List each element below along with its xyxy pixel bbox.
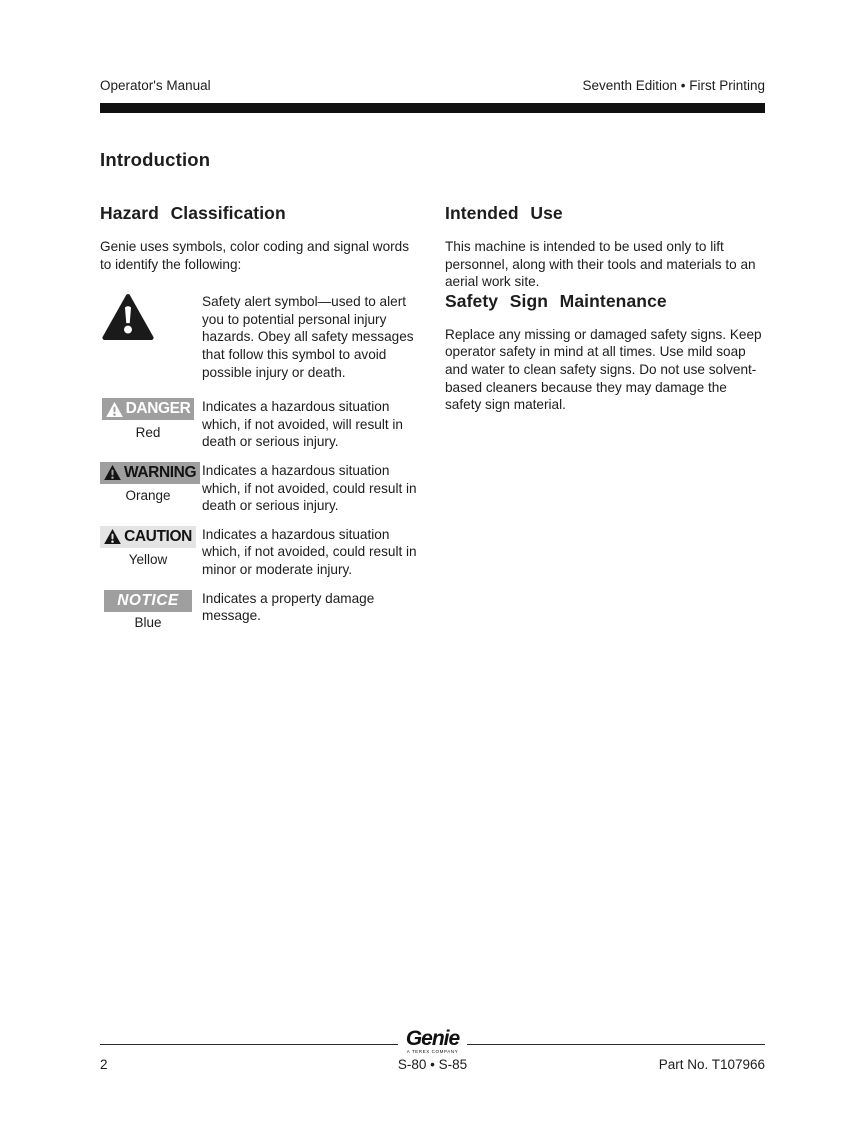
intended-use-paragraph: This machine is intended to be used only to lift personnel, along with their tools and materials to an aerial work site. xyxy=(445,239,756,290)
caution-description: Indicates a hazardous situation which, if not avoided, could result in minor or moderate injury. xyxy=(202,526,417,577)
footer-rule-row xyxy=(100,1028,765,1055)
page-footer xyxy=(100,1028,765,1073)
genie-logo xyxy=(398,1028,467,1055)
hazard-classification-heading: Hazard Classification xyxy=(100,203,286,223)
content-columns xyxy=(100,203,765,641)
model-number: S-80 • S-85 xyxy=(397,1057,468,1072)
caution-triangle-icon xyxy=(104,529,121,544)
hazard-item-notice xyxy=(100,590,420,630)
hazard-item-caution xyxy=(100,526,420,579)
footer-rule-left xyxy=(100,1044,398,1045)
danger-description: Indicates a hazardous situation which, if not avoided, will result in death or serious injury. xyxy=(202,399,403,450)
notice-color-label: Blue xyxy=(134,614,162,630)
header-right-text: Seventh Edition • First Printing xyxy=(582,78,765,93)
footer-text-row xyxy=(100,1057,765,1072)
caution-badge xyxy=(100,526,196,548)
danger-color-label: Red xyxy=(135,424,161,440)
safety-sign-maintenance-paragraph: Replace any missing or damaged safety signs. Keep operator safety in mind at all times. Use mild soap and water to clean safety signs. Do not use solvent-based cleaners because they may damage the safety sign material. xyxy=(445,326,762,413)
caution-color-label: Yellow xyxy=(128,552,168,568)
hazard-item-danger xyxy=(100,398,420,451)
notice-badge-cell xyxy=(100,590,202,630)
warning-badge xyxy=(100,462,200,484)
danger-badge-cell xyxy=(100,398,202,440)
warning-color-label: Orange xyxy=(125,488,171,504)
page-header xyxy=(100,78,765,93)
notice-description: Indicates a property damage message. xyxy=(202,590,375,624)
safety-alert-item xyxy=(100,293,420,381)
header-rule xyxy=(100,103,765,113)
notice-badge-label: NOTICE xyxy=(117,591,179,609)
safety-alert-description: Safety alert symbol—used to alert you to potential personal injury hazards. Obey all safety messages that follow this symbol to avoid possible injury or death. xyxy=(202,294,414,380)
notice-badge xyxy=(104,590,192,612)
warning-description: Indicates a hazardous situation which, if not avoided, could result in death or serious injury. xyxy=(202,462,417,514)
right-column xyxy=(445,203,765,641)
footer-rule-right xyxy=(467,1044,765,1045)
warning-badge-cell xyxy=(100,462,202,504)
hazard-list xyxy=(100,293,420,629)
warning-badge-label: WARNING xyxy=(124,463,197,481)
hazard-item-warning xyxy=(100,462,420,515)
caution-badge-cell xyxy=(100,526,202,568)
hazard-intro-paragraph: Genie uses symbols, color coding and signal words to identify the following: xyxy=(100,239,410,272)
safety-alert-triangle-icon xyxy=(102,293,154,341)
warning-triangle-icon xyxy=(104,465,121,480)
caution-badge-label: CAUTION xyxy=(124,527,192,545)
header-left-text: Operator's Manual xyxy=(100,78,211,93)
danger-badge-label: DANGER xyxy=(125,400,191,418)
safety-sign-maintenance-heading: Safety Sign Maintenance xyxy=(445,290,667,311)
danger-triangle-icon xyxy=(106,402,123,417)
danger-badge xyxy=(102,398,195,420)
safety-alert-icon-cell xyxy=(100,293,202,346)
page-number: 2 xyxy=(100,1057,108,1072)
part-number: Part No. T107966 xyxy=(658,1057,766,1072)
genie-logo-wordmark: Genie xyxy=(405,1026,460,1050)
left-column xyxy=(100,203,420,641)
genie-logo-tagline: A TEREX COMPANY xyxy=(406,1048,459,1054)
page-title: Introduction xyxy=(100,149,211,170)
intended-use-heading: Intended Use xyxy=(445,203,563,223)
